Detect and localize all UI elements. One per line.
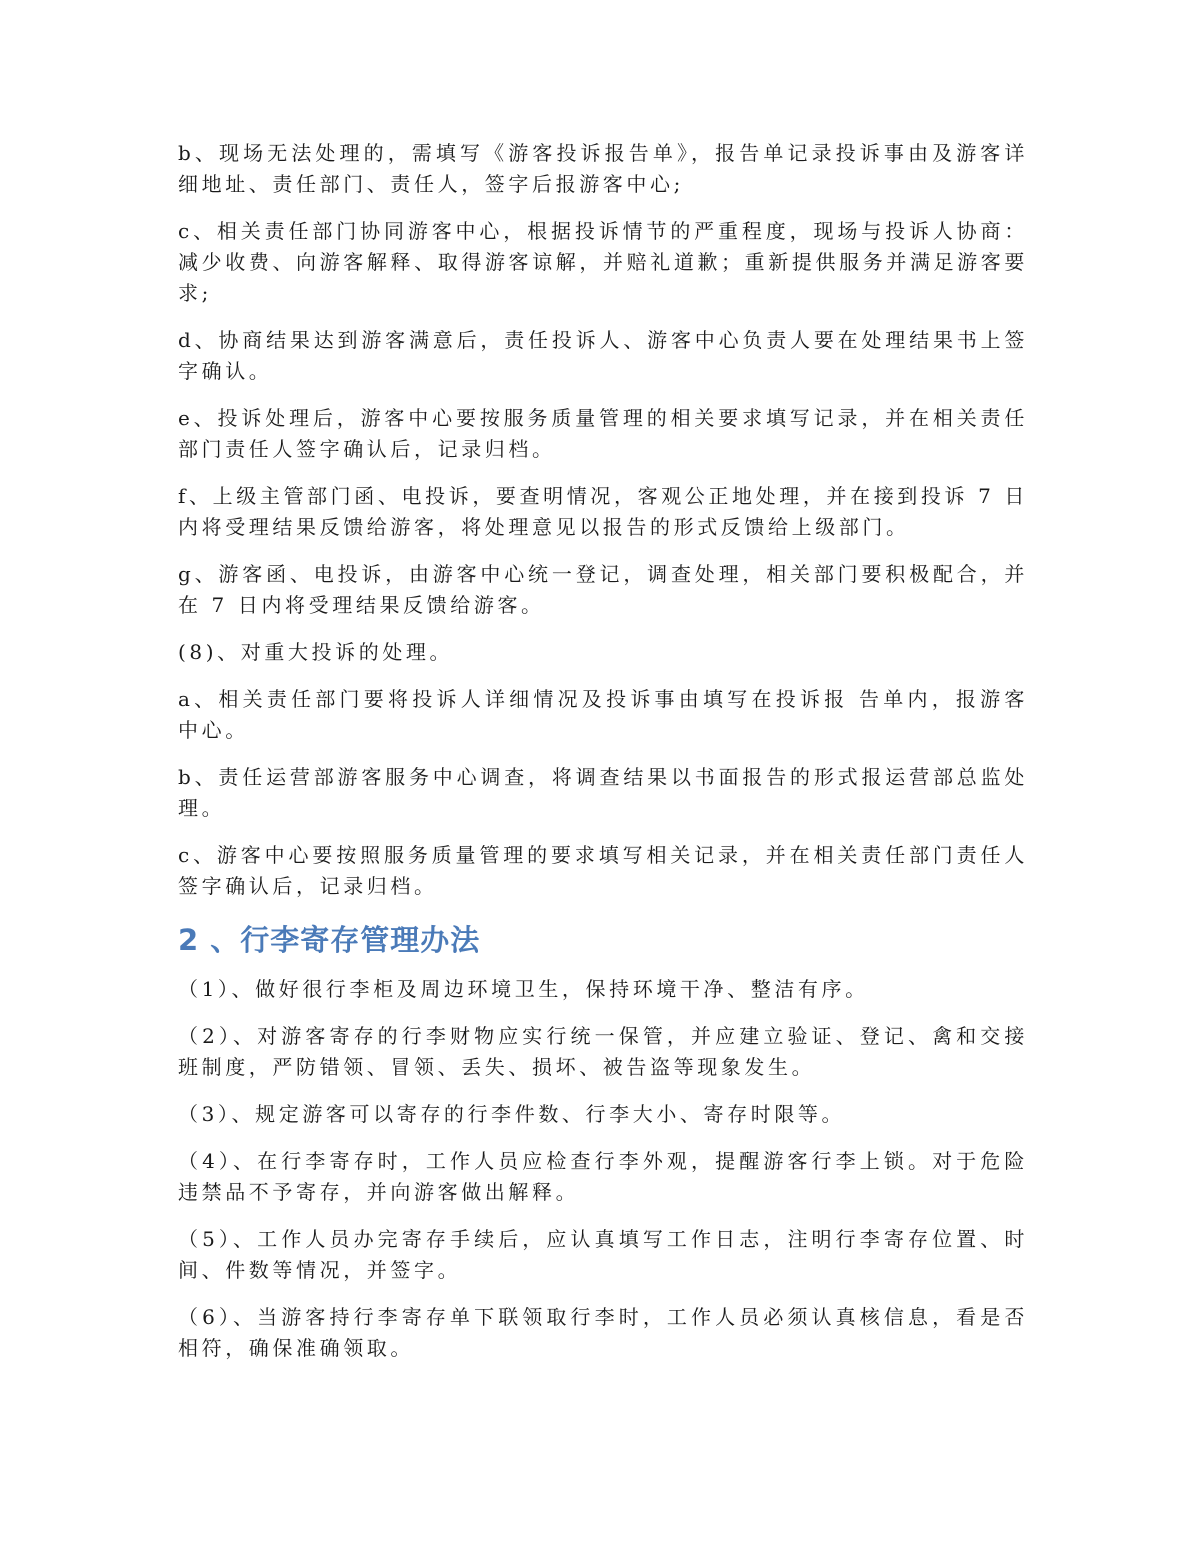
paragraph-complaint-b: b、现场无法处理的，需填写《游客投诉报告单》，报告单记录投诉事由及游客详细地址、责任部门、责任人，签字后报游客中心; <box>178 141 1028 196</box>
paragraph-luggage-4: （4）、在行李寄存时，工作人员应检查行李外观，提醒游客行李上锁。对于危险违禁品不予寄存，并向游客做出解释。 <box>178 1149 1028 1204</box>
paragraph-major-complaint-b: b、责任运营部游客服务中心调查，将调查结果以书面报告的形式报运营部总监处理。 <box>178 765 1028 820</box>
paragraph-luggage-6: （6）、当游客持行李寄存单下联领取行李时，工作人员必须认真核信息，看是否相符，确保准确领取。 <box>178 1305 1028 1360</box>
section-heading-luggage: 2 、行李寄存管理办法 <box>178 923 481 957</box>
paragraph-luggage-3: （3）、规定游客可以寄存的行李件数、行李大小、寄存时限等。 <box>178 1102 846 1126</box>
paragraph-complaint-c: c、相关责任部门协同游客中心，根据投诉情节的严重程度，现场与投诉人协商：减少收费、向游客解释、取得游客谅解，并赔礼道歉；重新提供服务并满足游客要求; <box>178 219 1028 305</box>
paragraph-major-complaint-a: a、相关责任部门要将投诉人详细情况及投诉事由填写在投诉报 告单内，报游客中心。 <box>178 687 1028 742</box>
paragraph-major-complaint-c: c、游客中心要按照服务质量管理的要求填写相关记录，并在相关责任部门责任人签字确认后，记录归档。 <box>178 843 1028 898</box>
paragraph-complaint-f: f、上级主管部门函、电投诉，要查明情况，客观公正地处理，并在接到投诉 7 日内将受理结果反馈给游客，将处理意见以报告的形式反馈给上级部门。 <box>178 484 1028 539</box>
paragraph-complaint-e: e、投诉处理后，游客中心要按服务质量管理的相关要求填写记录，并在相关责任部门责任人签字确认后，记录归档。 <box>178 406 1028 461</box>
paragraph-complaint-d: d、协商结果达到游客满意后，责任投诉人、游客中心负责人要在处理结果书上签字确认。 <box>178 328 1028 383</box>
paragraph-complaint-g: g、游客函、电投诉，由游客中心统一登记，调查处理，相关部门要积极配合，并在 7 日内将受理结果反馈给游客。 <box>178 562 1028 617</box>
paragraph-major-complaint-title: (8)、对重大投诉的处理。 <box>178 640 454 664</box>
paragraph-luggage-5: （5）、工作人员办完寄存手续后，应认真填写工作日志，注明行李寄存位置、时间、件数等情况，并签字。 <box>178 1227 1028 1282</box>
paragraph-luggage-2: （2）、对游客寄存的行李财物应实行统一保管，并应建立验证、登记、禽和交接班制度，严防错领、冒领、丢失、损坏、被告盗等现象发生。 <box>178 1024 1028 1079</box>
paragraph-luggage-1: （1）、做好很行李柜及周边环境卫生，保持环境干净、整洁有序。 <box>178 977 869 1001</box>
document-page <box>178 138 1028 1380</box>
